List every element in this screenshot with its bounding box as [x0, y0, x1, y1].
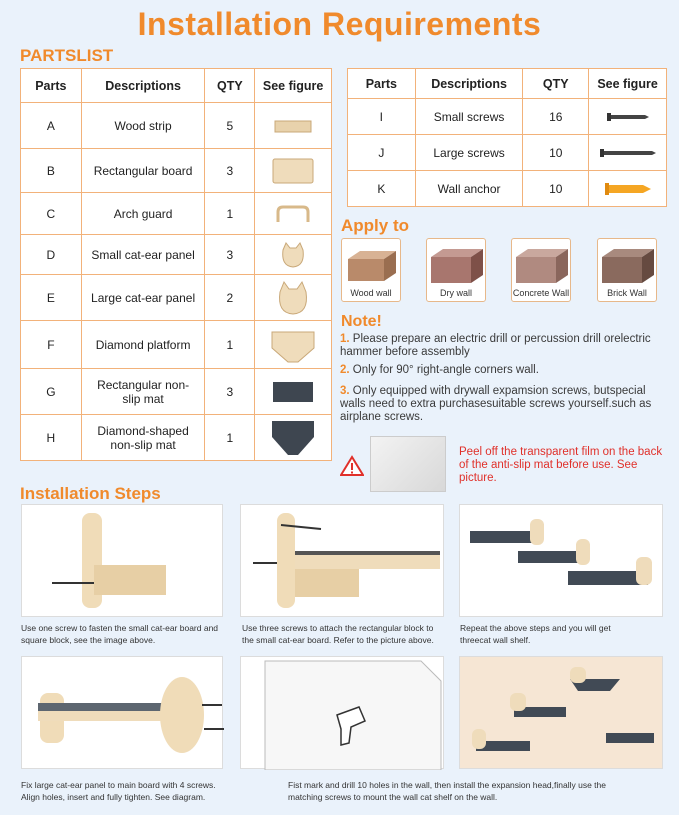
apply-heading: Apply to [341, 216, 409, 235]
table-row [21, 321, 332, 369]
step-3-caption: Repeat the above steps and you will get threecat wall shelf. [460, 623, 611, 645]
col-descriptions: Descriptions [415, 69, 523, 99]
large-screw-icon [598, 147, 658, 159]
warning-icon [340, 455, 364, 477]
step-2-image [240, 504, 444, 617]
part-desc: Wood strip [81, 103, 205, 149]
part-desc: Wall anchor [415, 171, 523, 207]
step-2-caption: Use three screws to attach the rectangular block to the small cat-ear board. Refer to the picture above. [242, 623, 434, 645]
diamond-platform-icon [268, 326, 318, 364]
note-3 [340, 385, 670, 424]
parts-table-right [347, 68, 667, 207]
steps-heading: Installation Steps [20, 484, 161, 503]
part-qty: 1 [205, 415, 255, 461]
table-row [348, 135, 667, 171]
part-letter: F [21, 321, 82, 369]
warning-text: Peel off the transparent film on the back of the anti-slip mat before use. See picture. [459, 446, 663, 484]
part-qty: 3 [205, 235, 255, 275]
col-figure: See figure [589, 69, 667, 99]
part-qty: 1 [205, 193, 255, 235]
brick-wall-icon [598, 241, 658, 289]
note-1 [340, 333, 670, 359]
col-qty: QTY [205, 69, 255, 103]
note-num: 3. [340, 385, 350, 397]
table-row [21, 275, 332, 321]
wall-anchor-icon [603, 181, 653, 197]
dry-wall-icon [427, 241, 487, 289]
wall-label: Wood wall [350, 288, 392, 298]
step-3-image [459, 504, 663, 617]
col-figure: See figure [255, 69, 332, 103]
table-row [21, 149, 332, 193]
note-2 [340, 364, 670, 377]
part-letter: C [21, 193, 82, 235]
part-desc: Large screws [415, 135, 523, 171]
step-4-diagram [22, 657, 224, 770]
step-1-diagram [22, 505, 224, 618]
concrete-wall-icon [512, 241, 572, 289]
step-5-image [240, 656, 444, 769]
rectangular-mat-icon [271, 379, 315, 405]
step-3-diagram [460, 505, 664, 618]
table-row [21, 235, 332, 275]
part-desc: Small screws [415, 99, 523, 135]
wood-strip-icon [273, 117, 313, 135]
part-qty: 2 [205, 275, 255, 321]
table-row [21, 103, 332, 149]
table-row [348, 99, 667, 135]
note-text: Only equipped with drywall expamsion screws, butspecial walls need to extra purchasesuitable screws yourself.such as airplane screws. [340, 385, 652, 423]
part-desc: Rectangular non-slip mat [81, 369, 205, 415]
part-qty: 10 [523, 171, 589, 207]
brick-wall-card [597, 238, 657, 302]
wall-label: Concrete Wall [512, 288, 570, 298]
diamond-mat-icon [268, 417, 318, 459]
part-letter: H [21, 415, 82, 461]
step-5-caption: Fist mark and drill 10 holes in the wall, then install the expansion head,finally use the matching screws to mount the wall cat shelf on the wall. [288, 780, 606, 802]
step-4-image [21, 656, 223, 769]
peel-film-image [370, 436, 446, 492]
col-parts: Parts [348, 69, 416, 99]
arch-guard-icon [273, 202, 313, 226]
part-letter: B [21, 149, 82, 193]
dry-wall-card [426, 238, 486, 302]
table-row [348, 171, 667, 207]
note-text: Only for 90° right-angle corners wall. [352, 364, 539, 376]
parts-table-left [20, 68, 332, 461]
part-desc: Large cat-ear panel [81, 275, 205, 321]
wall-label: Brick Wall [607, 288, 647, 298]
page-title: Installation Requirements [137, 6, 542, 42]
wood-wall-card [341, 238, 401, 302]
part-letter: G [21, 369, 82, 415]
rectangular-board-icon [271, 156, 315, 186]
col-parts: Parts [21, 69, 82, 103]
step-5-diagram [241, 657, 445, 770]
part-letter: J [348, 135, 416, 171]
note-num: 2. [340, 364, 350, 376]
table-row [21, 369, 332, 415]
step-6-image [459, 656, 663, 769]
large-cat-ear-panel-icon [275, 279, 311, 317]
part-letter: A [21, 103, 82, 149]
part-desc: Arch guard [81, 193, 205, 235]
partslist-heading: PARTSLIST [20, 46, 114, 65]
table-row [21, 415, 332, 461]
part-letter: I [348, 99, 416, 135]
step-2-diagram [241, 505, 445, 618]
part-qty: 16 [523, 99, 589, 135]
note-num: 1. [340, 333, 350, 345]
wood-wall-icon [342, 241, 402, 289]
concrete-wall-card [511, 238, 571, 302]
part-desc: Small cat-ear panel [81, 235, 205, 275]
small-screw-icon [605, 111, 651, 123]
part-desc: Diamond-shaped non-slip mat [81, 415, 205, 461]
wall-label: Dry wall [439, 288, 472, 298]
part-letter: E [21, 275, 82, 321]
col-qty: QTY [523, 69, 589, 99]
part-qty: 1 [205, 321, 255, 369]
note-heading: Note! [341, 313, 382, 330]
part-qty: 5 [205, 103, 255, 149]
part-desc: Diamond platform [81, 321, 205, 369]
step-4-caption: Fix large cat-ear panel to main board with 4 screws. Align holes, insert and fully tighten. See diagram. [21, 780, 216, 802]
col-descriptions: Descriptions [81, 69, 205, 103]
step-1-caption: Use one screw to fasten the small cat-ear board and square block, see the image above. [21, 623, 219, 645]
part-qty: 3 [205, 369, 255, 415]
part-letter: D [21, 235, 82, 275]
part-desc: Rectangular board [81, 149, 205, 193]
note-text: Please prepare an electric drill or percussion drill orelectric hammer before assembly [340, 333, 651, 358]
part-qty: 3 [205, 149, 255, 193]
part-qty: 10 [523, 135, 589, 171]
step-6-diagram [460, 657, 664, 770]
small-cat-ear-panel-icon [278, 240, 308, 270]
table-row [21, 193, 332, 235]
step-1-image [21, 504, 223, 617]
part-letter: K [348, 171, 416, 207]
